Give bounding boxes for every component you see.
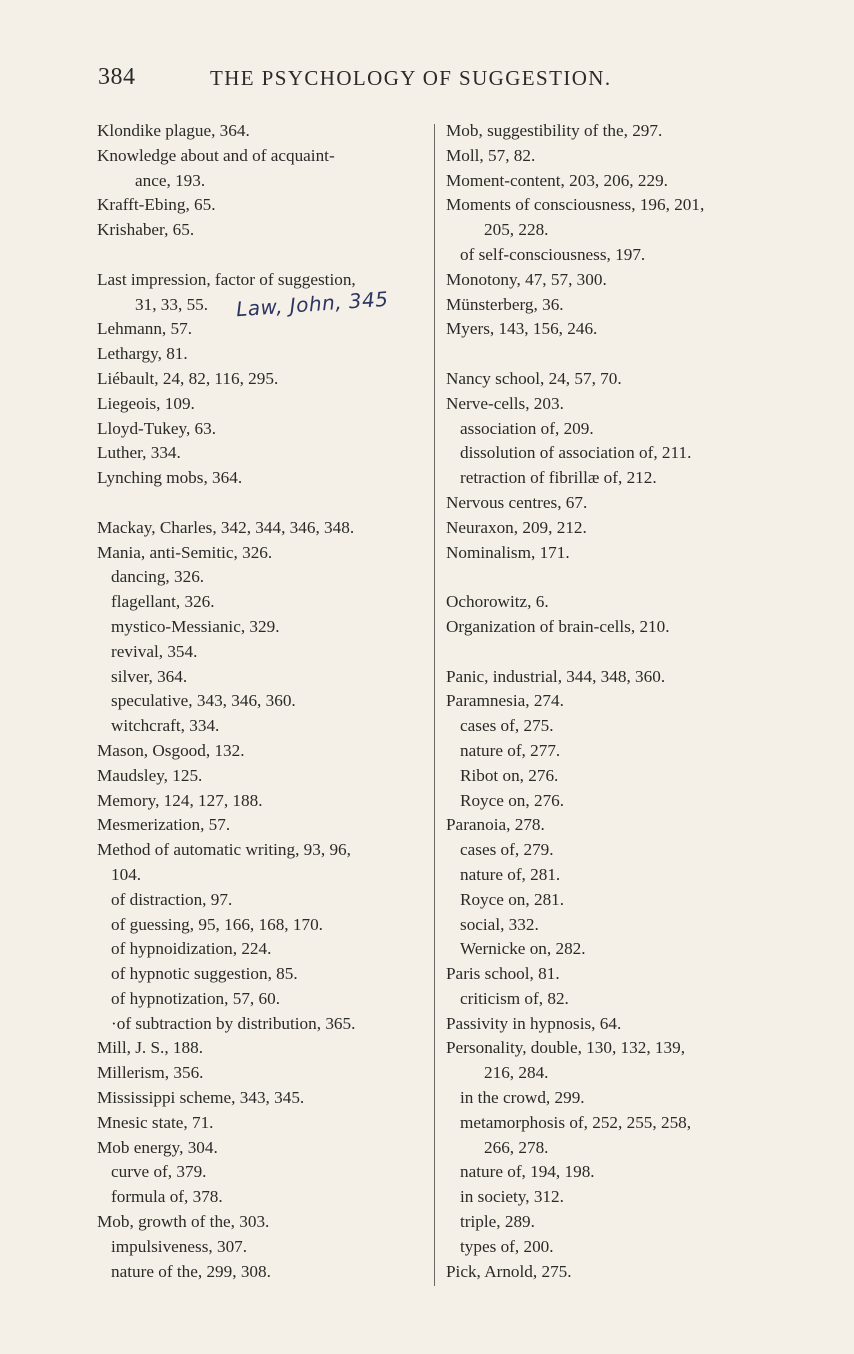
section-gap [440,640,784,665]
index-subentry: Royce on, 276. [460,790,565,810]
index-entry: Nerve-cells, 203. [446,393,564,413]
index-entry: Paris school, 81. [446,964,560,984]
index-entry: Maudsley, 125. [97,765,203,785]
index-subentry: in the crowd, 299. [460,1088,585,1108]
index-subentry: in society, 312. [460,1187,564,1207]
index-continuation: 266, 278. [484,1137,549,1157]
index-subentry: flagellant, 326. [111,592,215,612]
section-gap [440,565,784,590]
index-entry: Liébault, 24, 82, 116, 295. [97,368,279,388]
index-entry: Lethargy, 81. [97,344,188,364]
index-entry: Paranoia, 278. [446,815,545,835]
index-subentry: nature of, 281. [460,864,561,884]
index-subentry: dissolution of association of, 211. [460,443,692,463]
index-entry: Mob, suggestibility of the, 297. [446,121,663,140]
index-column-right [440,119,784,1284]
index-entry: Pick, Arnold, 275. [446,1261,572,1281]
index-entry: Luther, 334. [97,443,181,463]
index-subentry: mystico-Messianic, 329. [111,616,280,636]
index-entry: Nervous centres, 67. [446,492,588,512]
index-subentry: nature of, 277. [460,740,561,760]
index-subentry: of self-consciousness, 197. [460,244,646,264]
index-entry: Knowledge about and of acquaint- [97,145,335,165]
index-entry: Lloyd-Tukey, 63. [97,418,217,438]
index-subentry: silver, 364. [111,666,188,686]
index-entry: Last impression, factor of suggestion, [97,269,356,289]
index-entry: Mania, anti-Semitic, 326. [97,542,273,562]
index-subentry: of guessing, 95, 166, 168, 170. [111,914,323,934]
index-entry: Paramnesia, 274. [446,691,564,711]
index-entry: Münsterberg, 36. [446,294,564,314]
index-entry: Klondike plague, 364. [97,121,250,140]
index-subentry: curve of, 379. [111,1162,207,1182]
index-subentry: types of, 200. [460,1236,554,1256]
index-entry: Organization of brain-cells, 210. [446,616,670,636]
index-subentry: ·of subtraction by distribution, 365. [111,1013,356,1033]
index-entry: Moments of consciousness, 196, 201, [446,195,705,215]
index-subentry: association of, 209. [460,418,594,438]
section-gap [440,342,784,367]
index-subentry: revival, 354. [111,641,198,661]
index-entry: Mob, growth of the, 303. [97,1212,270,1232]
index-subentry: of hypnotic suggestion, 85. [111,964,298,984]
index-entry: Myers, 143, 156, 246. [446,319,598,339]
index-subentry: metamorphosis of, 252, 255, 258, [460,1112,692,1132]
index-subentry: speculative, 343, 346, 360. [111,691,296,711]
index-entry: Memory, 124, 127, 188. [97,790,263,810]
index-continuation: 205, 228. [484,220,549,240]
index-subentry: impulsiveness, 307. [111,1236,248,1256]
index-subentry: of hypnotization, 57, 60. [111,988,280,1008]
index-subentry: nature of, 194, 198. [460,1162,595,1182]
index-entry: Krafft-Ebing, 65. [97,195,216,215]
index-entry: Krishaber, 65. [97,220,195,240]
index-subentry: criticism of, 82. [460,988,569,1008]
index-entry: Millerism, 356. [97,1063,204,1083]
index-continuation: 216, 284. [484,1063,549,1083]
index-entry: Lehmann, 57. [97,319,192,339]
index-entry: Mason, Osgood, 132. [97,740,245,760]
column-rule [434,124,435,1286]
index-subentry: triple, 289. [460,1212,535,1232]
index-entry: Neuraxon, 209, 212. [446,517,587,537]
index-continuation: ance, 193. [135,170,206,190]
index-continuation: 31, 33, 55. [135,294,209,314]
index-subentry: retraction of fibrillæ of, 212. [460,468,657,488]
index-entry: Panic, industrial, 344, 348, 360. [446,666,666,686]
index-entry: Lynching mobs, 364. [97,468,243,488]
index-subentry: of distraction, 97. [111,889,233,909]
page-number: 384 [98,64,136,90]
section-gap [91,491,431,516]
index-entry: Moment-content, 203, 206, 229. [446,170,668,190]
index-entry: Moll, 57, 82. [446,145,536,165]
index-subentry: Royce on, 281. [460,889,565,909]
running-head: THE PSYCHOLOGY OF SUGGESTION. [210,66,612,90]
index-subentry: of hypnoidization, 224. [111,939,272,959]
index-subentry: witchcraft, 334. [111,716,220,736]
index-entry: Monotony, 47, 57, 300. [446,269,607,289]
index-entry: Mackay, Charles, 342, 344, 346, 348. [97,517,355,537]
index-subentry: dancing, 326. [111,567,205,587]
index-entry: Mob energy, 304. [97,1137,218,1157]
index-entry: Mississippi scheme, 343, 345. [97,1088,305,1108]
index-entry: Passivity in hypnosis, 64. [446,1013,622,1033]
index-subentry: nature of the, 299, 308. [111,1261,271,1281]
index-entry: Mill, J. S., 188. [97,1038,204,1058]
index-entry: Nancy school, 24, 57, 70. [446,368,622,388]
handwritten-annotation: Law, John, 345 [235,286,390,322]
index-subentry: 104. [111,864,142,884]
index-entry: Method of automatic writing, 93, 96, [97,840,351,860]
index-subentry: social, 332. [460,914,539,934]
section-gap [91,243,431,268]
index-subentry: Wernicke on, 282. [460,939,586,959]
index-entry: Liegeois, 109. [97,393,195,413]
index-entry: Personality, double, 130, 132, 139, [446,1038,686,1058]
index-subentry: cases of, 279. [460,840,554,860]
index-subentry: cases of, 275. [460,716,554,736]
index-subentry: Ribot on, 276. [460,765,559,785]
index-entry: Mnesic state, 71. [97,1112,214,1132]
index-subentry: formula of, 378. [111,1187,223,1207]
index-entry: Ochorowitz, 6. [446,592,549,612]
index-entry: Mesmerization, 57. [97,815,231,835]
index-entry: Nominalism, 171. [446,542,570,562]
